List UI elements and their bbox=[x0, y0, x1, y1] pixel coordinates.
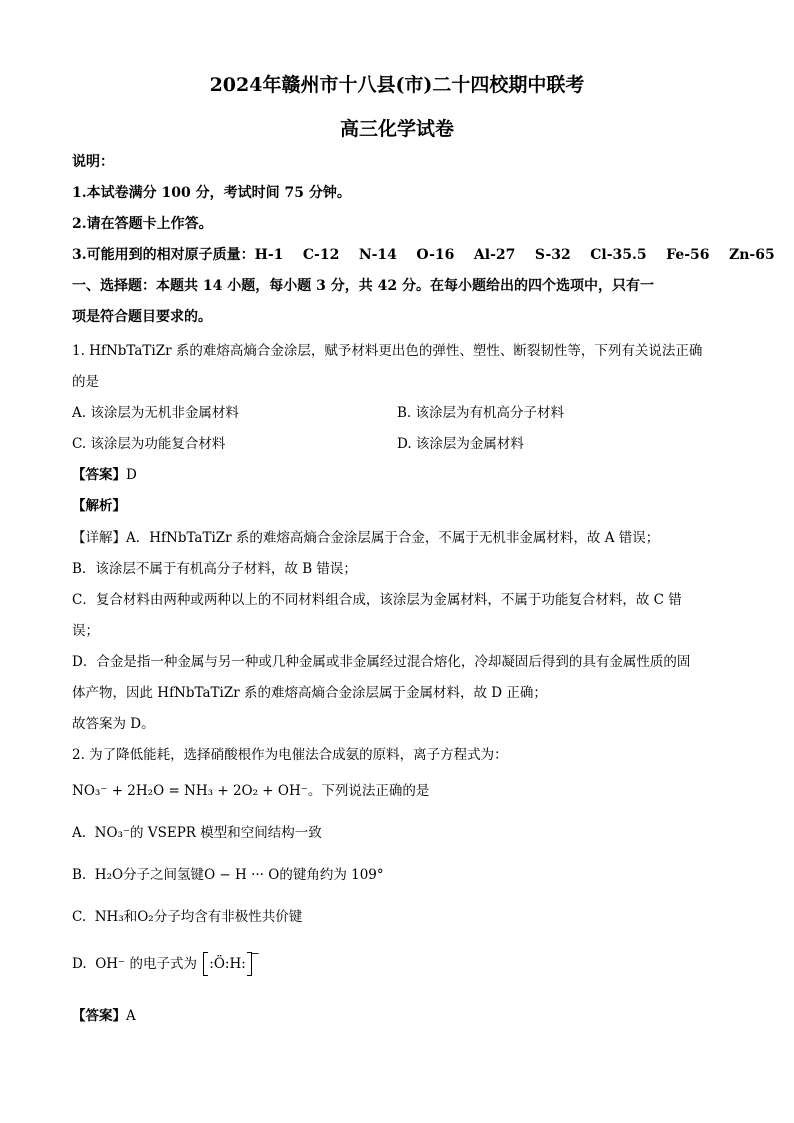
q2-stem-tail: 。下列说法正确的是 bbox=[307, 783, 430, 799]
q1-detail-line-1: 【详解】A．HfNbTaTiZr 系的难熔高熵合金涂层属于合金，不属于无机非金属材料，故 A 错误； bbox=[72, 530, 660, 546]
q1-detail-line-4: 误； bbox=[72, 623, 99, 639]
q2-answer-value: A bbox=[126, 1008, 136, 1024]
q1-option-d: D. 该涂层为金属材料 bbox=[397, 436, 524, 452]
instruction-item-1: 1.本试卷满分 100 分，考试时间 75 分钟。 bbox=[72, 185, 351, 201]
q2-option-c-prefix: C. bbox=[72, 909, 95, 925]
q1-detail-line-3: C．复合材料由两种或两种以上的不同材料组合成，该涂层为金属材料，不属于功能复合材料，故 C 错 bbox=[72, 592, 682, 608]
q1-stem-line-1: 1. HfNbTaTiZr 系的难熔高熵合金涂层，赋予材料更出色的弹性、塑性、断裂韧性等，下列有关说法正确 bbox=[72, 343, 703, 359]
q2-option-b-text-2: 的键角约为 109° bbox=[279, 867, 384, 883]
hydroxide-lewis-structure bbox=[203, 947, 260, 976]
q2-option-d-prefix: D. bbox=[72, 956, 96, 972]
q1-detail-line-2: B．该涂层不属于有机高分子材料，故 B 错误； bbox=[72, 561, 357, 577]
q2-option-d bbox=[72, 947, 260, 976]
q1-detail-line-6: 体产物，因此 HfNbTaTiZr 系的难熔高熵合金涂层属于金属材料，故 D 正确； bbox=[72, 685, 547, 701]
q2-option-c-formula-2: O₂ bbox=[137, 909, 154, 925]
q2-option-b-text-1: 分子之间氢键 bbox=[123, 867, 205, 883]
q2-option-b-formula: H₂O bbox=[94, 867, 124, 883]
q2-option-c-text: 分子均含有非极性共价键 bbox=[153, 909, 303, 925]
q2-option-b bbox=[72, 863, 384, 883]
q2-stem-line-1: 2. 为了降低能耗，选择硝酸根作为电催法合成氨的原料，离子方程式为： bbox=[72, 747, 508, 763]
q2-option-a bbox=[72, 821, 322, 841]
section-1-heading-line-2: 项是符合题目要求的。 bbox=[72, 309, 212, 325]
q1-option-b: B. 该涂层为有机高分子材料 bbox=[397, 405, 565, 421]
q1-answer-label: 【答案】 bbox=[72, 467, 126, 483]
q2-answer-label: 【答案】 bbox=[72, 1008, 126, 1024]
q2-equation: NO₃⁻ + 2H₂O = NH₃ + 2O₂ + OH⁻ bbox=[72, 783, 308, 799]
q1-detail-line-7: 故答案为 D。 bbox=[72, 716, 155, 732]
left-bracket bbox=[203, 952, 208, 976]
q1-option-c: C. 该涂层为功能复合材料 bbox=[72, 436, 226, 452]
q1-option-a: A. 该涂层为无机非金属材料 bbox=[72, 405, 239, 421]
section-1-heading-line-1: 一、选择题：本题共 14 小题，每小题 3 分，共 42 分。在每小题给出的四个选项中，只有一 bbox=[72, 278, 654, 294]
page-title: 2024年赣州市十八县(市)二十四校期中联考 bbox=[209, 74, 585, 96]
q2-option-d-formula: OH⁻ bbox=[95, 956, 126, 972]
q2-option-a-text: 的 VSEPR 模型和空间结构一致 bbox=[130, 825, 322, 841]
q2-option-d-text: 的电子式为 bbox=[129, 956, 197, 972]
instructions-heading: 说明： bbox=[72, 154, 114, 170]
instruction-item-2: 2.请在答题卡上作答。 bbox=[72, 216, 213, 232]
page-subtitle: 高三化学试卷 bbox=[339, 118, 454, 140]
q1-detail-line-5: D．合金是指一种金属与另一种或几种金属或非金属经过混合熔化，冷却凝固后得到的具有金属性质的固 bbox=[72, 654, 691, 670]
q2-option-b-prefix: B. bbox=[72, 867, 95, 883]
q1-answer-value: D bbox=[126, 467, 137, 483]
lewis-formula: :Ö:H: bbox=[209, 956, 246, 972]
instruction-item-3: 3.可能用到的相对原子质量：H-1 C-12 N-14 O-16 Al-27 S-32 Cl-35.5 Fe-56 Zn-65 bbox=[72, 247, 775, 263]
q2-option-c-and: 和 bbox=[123, 909, 138, 925]
q2-option-c-formula-1: NH₃ bbox=[94, 909, 124, 925]
q2-option-c bbox=[72, 905, 302, 925]
q2-option-a-formula: NO₃⁻ bbox=[94, 825, 131, 841]
q2-stem-line-2 bbox=[72, 779, 429, 799]
q1-analysis-label: 【解析】 bbox=[72, 498, 126, 514]
q2-answer bbox=[72, 1004, 136, 1024]
q1-answer bbox=[72, 463, 137, 483]
lewis-charge: − bbox=[250, 947, 260, 960]
q1-stem-line-2: 的是 bbox=[72, 374, 99, 390]
q2-option-a-prefix: A. bbox=[72, 825, 95, 841]
q2-option-b-bond: O − H ··· O bbox=[204, 867, 280, 883]
